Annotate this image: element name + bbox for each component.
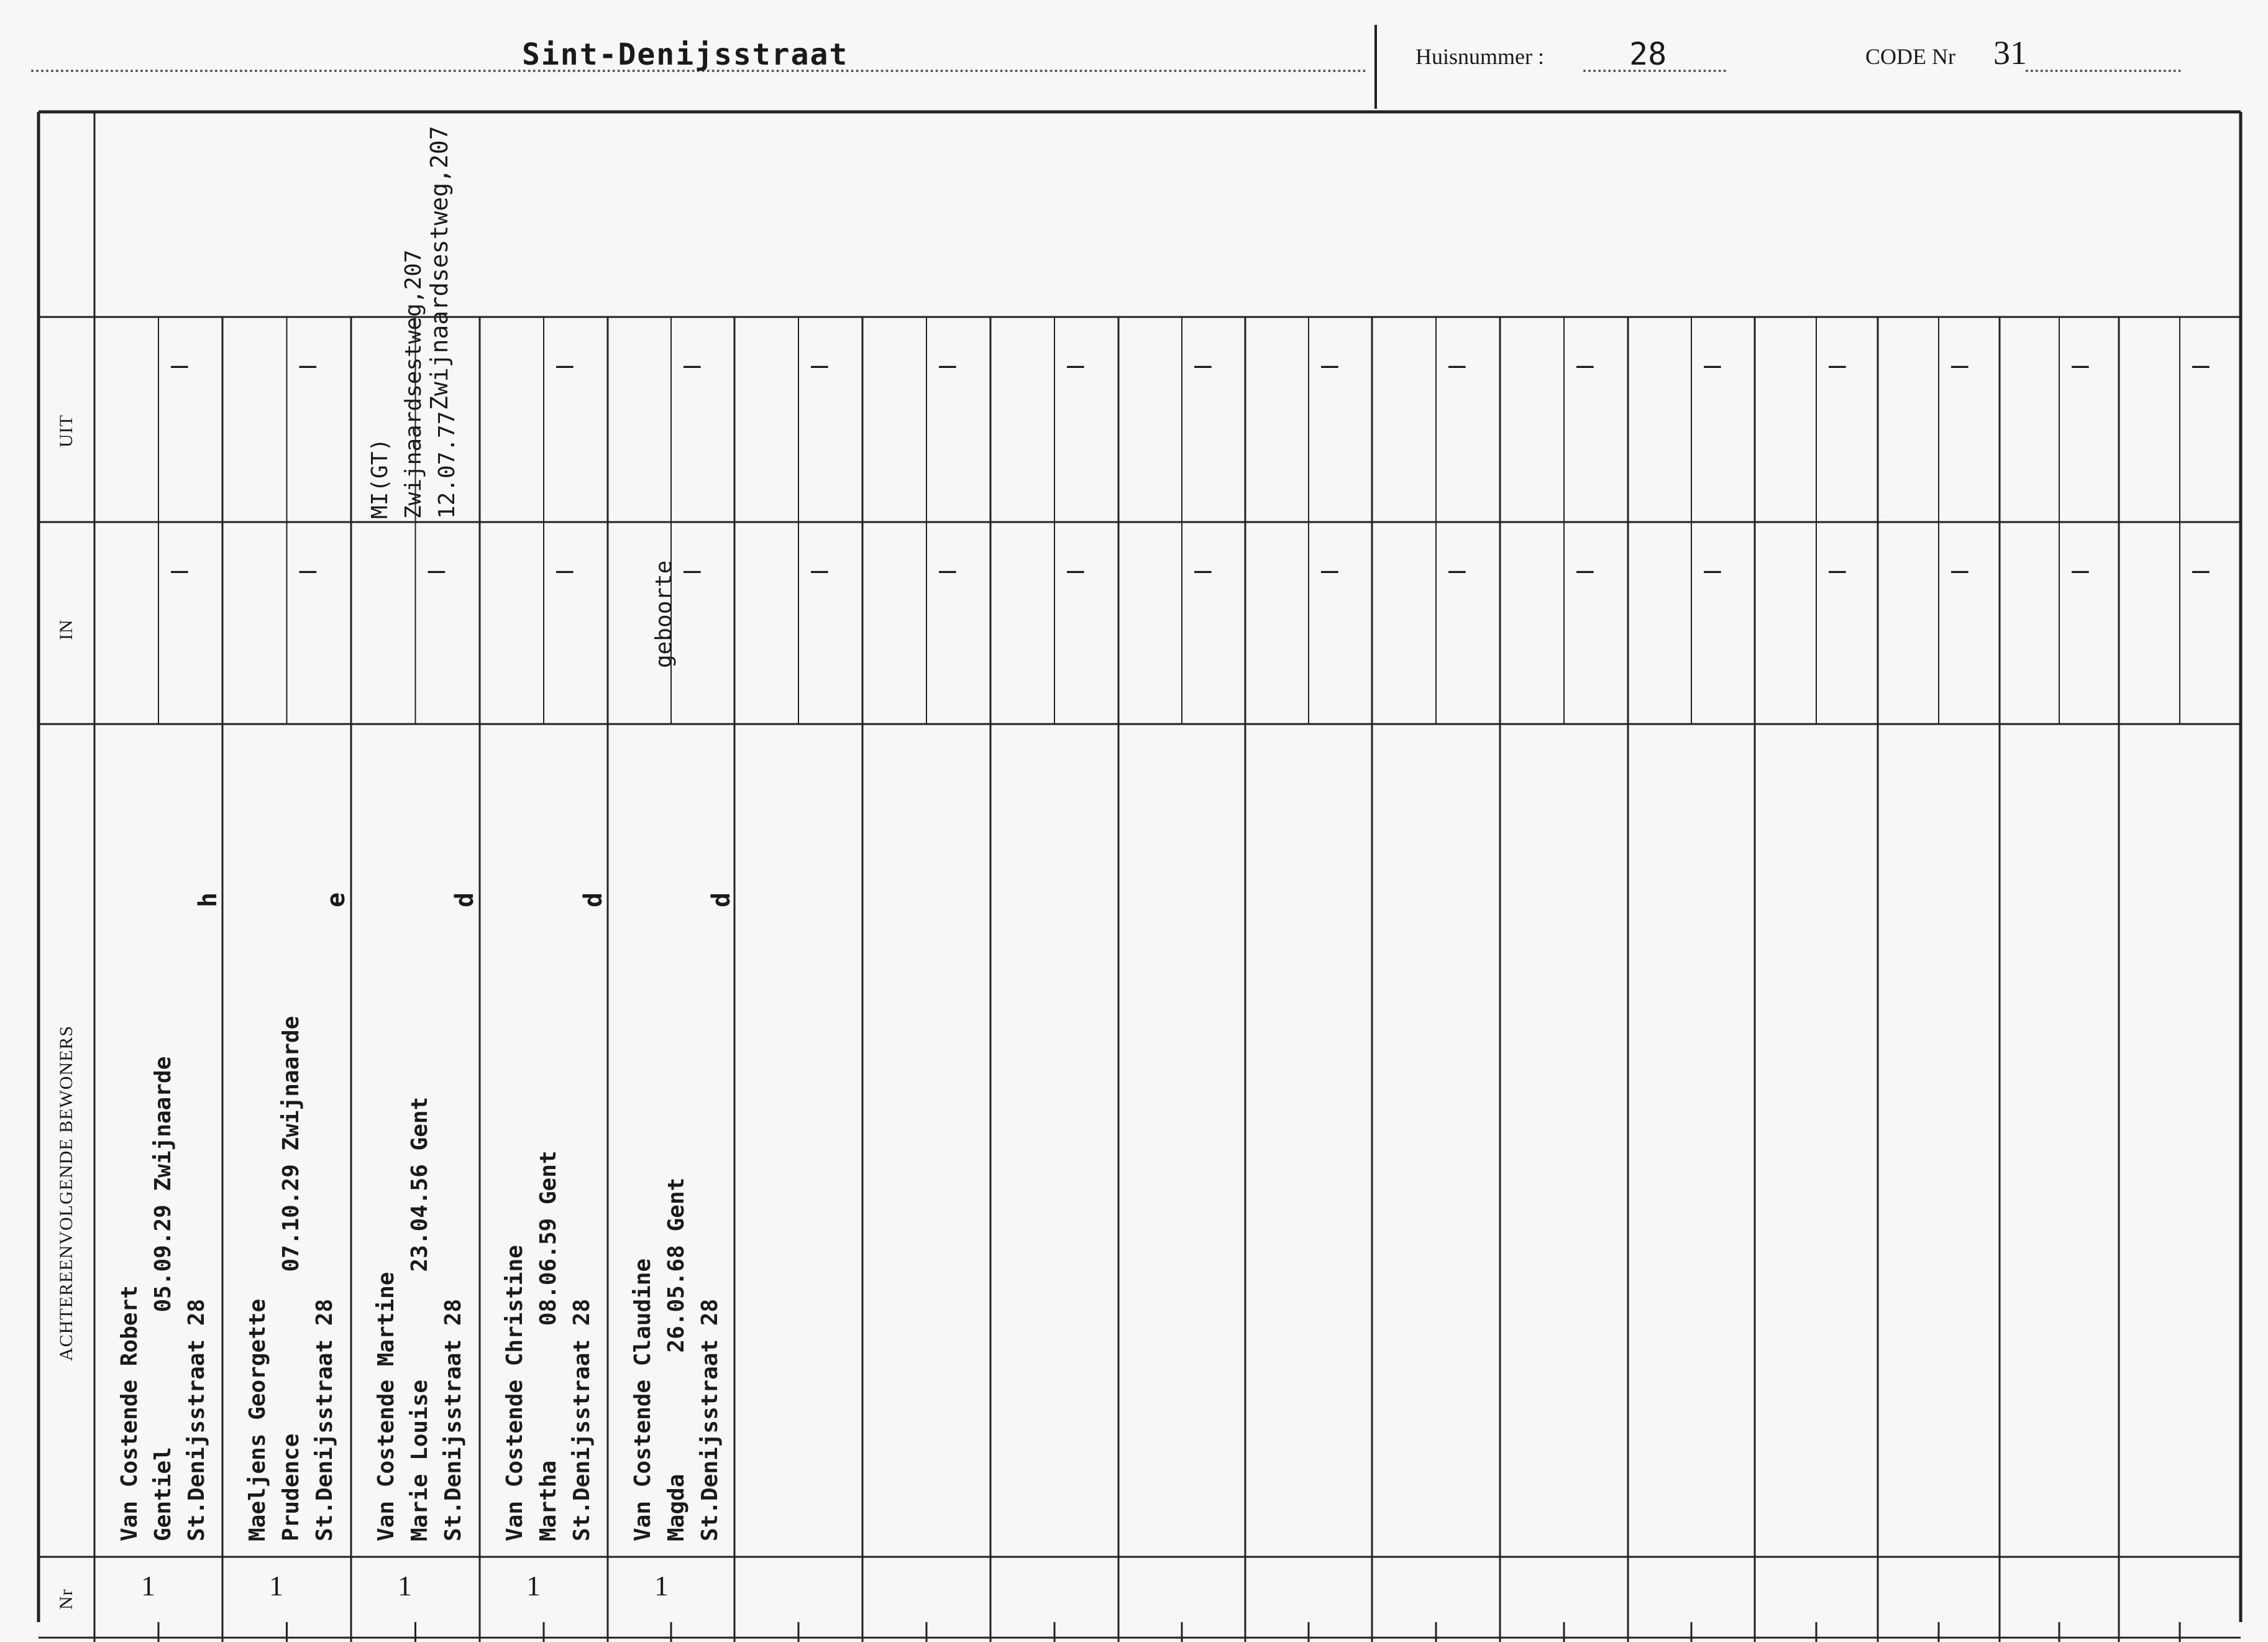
top-address-note: Zwijnaardsestweg,207 <box>426 126 453 410</box>
in-dash: — <box>171 553 188 587</box>
empty-uit-dash: — <box>2192 348 2210 382</box>
empty-in-dash: — <box>1951 553 1968 587</box>
row-label-residents: ACHTEREENVOLGENDE BEWONERS <box>56 1025 76 1361</box>
status-marker: d <box>707 892 736 907</box>
resident-entry <box>498 1150 599 1541</box>
resident-line: Magda 26.05.68 Gent <box>664 1177 689 1541</box>
empty-uit-dash: — <box>1704 348 1721 382</box>
empty-uit-dash: — <box>1448 348 1466 382</box>
empty-in-dash: — <box>2192 553 2210 587</box>
code-label: CODE Nr <box>1865 44 1955 69</box>
empty-uit-dash: — <box>1951 348 1968 382</box>
uit-dash: — <box>171 348 188 382</box>
empty-in-dash: — <box>811 553 828 587</box>
empty-uit-dash: — <box>2072 348 2089 382</box>
resident-entry <box>113 1057 214 1541</box>
uit-note-line: MI(GT) <box>367 438 393 519</box>
in-dash: — <box>428 553 446 587</box>
nr-value: 1 <box>654 1570 669 1602</box>
house-number-label: Huisnummer : <box>1415 44 1544 69</box>
code-value: 31 <box>1993 34 2027 71</box>
resident-entry <box>241 1016 342 1541</box>
nr-value: 1 <box>398 1570 412 1602</box>
house-number-value: 28 <box>1629 36 1667 72</box>
empty-uit-dash: — <box>1321 348 1338 382</box>
resident-line: Prudence 07.10.29 Zwijnaarde <box>278 1016 304 1541</box>
nr-value: 1 <box>141 1570 155 1602</box>
resident-line: Maeljens Georgette <box>245 1298 270 1541</box>
resident-line: St.Denijsstraat 28 <box>441 1298 466 1541</box>
resident-line: Van Costende Claudine <box>630 1258 656 1541</box>
uit-note-line: 12.07.77 <box>434 411 460 519</box>
resident-line: Gentiel 05.09.29 Zwijnaarde <box>150 1056 176 1541</box>
nr-value: 1 <box>269 1570 283 1602</box>
in-dash: — <box>556 553 574 587</box>
row-label-nr: Nr <box>56 1589 76 1610</box>
resident-line: Van Costende Christine <box>502 1245 528 1541</box>
status-marker: e <box>322 892 350 907</box>
in-dash: — <box>299 553 317 587</box>
uit-dash: — <box>556 348 574 382</box>
resident-line: St.Denijsstraat 28 <box>569 1298 595 1541</box>
empty-in-dash: — <box>939 553 956 587</box>
resident-line: St.Denijsstraat 28 <box>312 1298 337 1541</box>
row-label-in: IN <box>56 619 76 640</box>
empty-uit-dash: — <box>1576 348 1594 382</box>
status-marker: d <box>450 892 479 907</box>
resident-line: Marie Louise 23.04.56 Gent <box>407 1096 432 1541</box>
resident-line: Van Costende Robert <box>117 1285 142 1541</box>
empty-uit-dash: — <box>939 348 956 382</box>
empty-uit-dash: — <box>1194 348 1212 382</box>
empty-in-dash: — <box>1194 553 1212 587</box>
empty-in-dash: — <box>1448 553 1466 587</box>
resident-line: Martha 08.06.59 Gent <box>536 1150 561 1541</box>
resident-entry <box>370 1097 470 1541</box>
nr-value: 1 <box>526 1570 541 1602</box>
uit-dash: — <box>299 348 317 382</box>
empty-in-dash: — <box>1321 553 1338 587</box>
empty-in-dash: — <box>1704 553 1721 587</box>
empty-uit-dash: — <box>811 348 828 382</box>
resident-line: St.Denijsstraat 28 <box>697 1298 723 1541</box>
status-marker: h <box>194 892 222 907</box>
uit-note-line: Zwijnaardsestweg,207 <box>401 249 426 519</box>
resident-line: St.Denijsstraat 28 <box>184 1298 209 1541</box>
in-note: geboorte <box>651 560 677 668</box>
resident-line: Van Costende Martine <box>373 1272 399 1541</box>
empty-uit-dash: — <box>1829 348 1846 382</box>
street-name: Sint-Denijsstraat <box>522 37 849 72</box>
resident-entry <box>626 1178 727 1541</box>
in-dash: — <box>684 553 701 587</box>
row-label-uit: UIT <box>56 415 76 447</box>
status-marker: d <box>579 892 608 907</box>
uit-dash: — <box>684 348 701 382</box>
empty-in-dash: — <box>1576 553 1594 587</box>
empty-uit-dash: — <box>1067 348 1084 382</box>
uit-note <box>364 250 464 519</box>
empty-in-dash: — <box>1829 553 1846 587</box>
empty-in-dash: — <box>1067 553 1084 587</box>
empty-in-dash: — <box>2072 553 2089 587</box>
